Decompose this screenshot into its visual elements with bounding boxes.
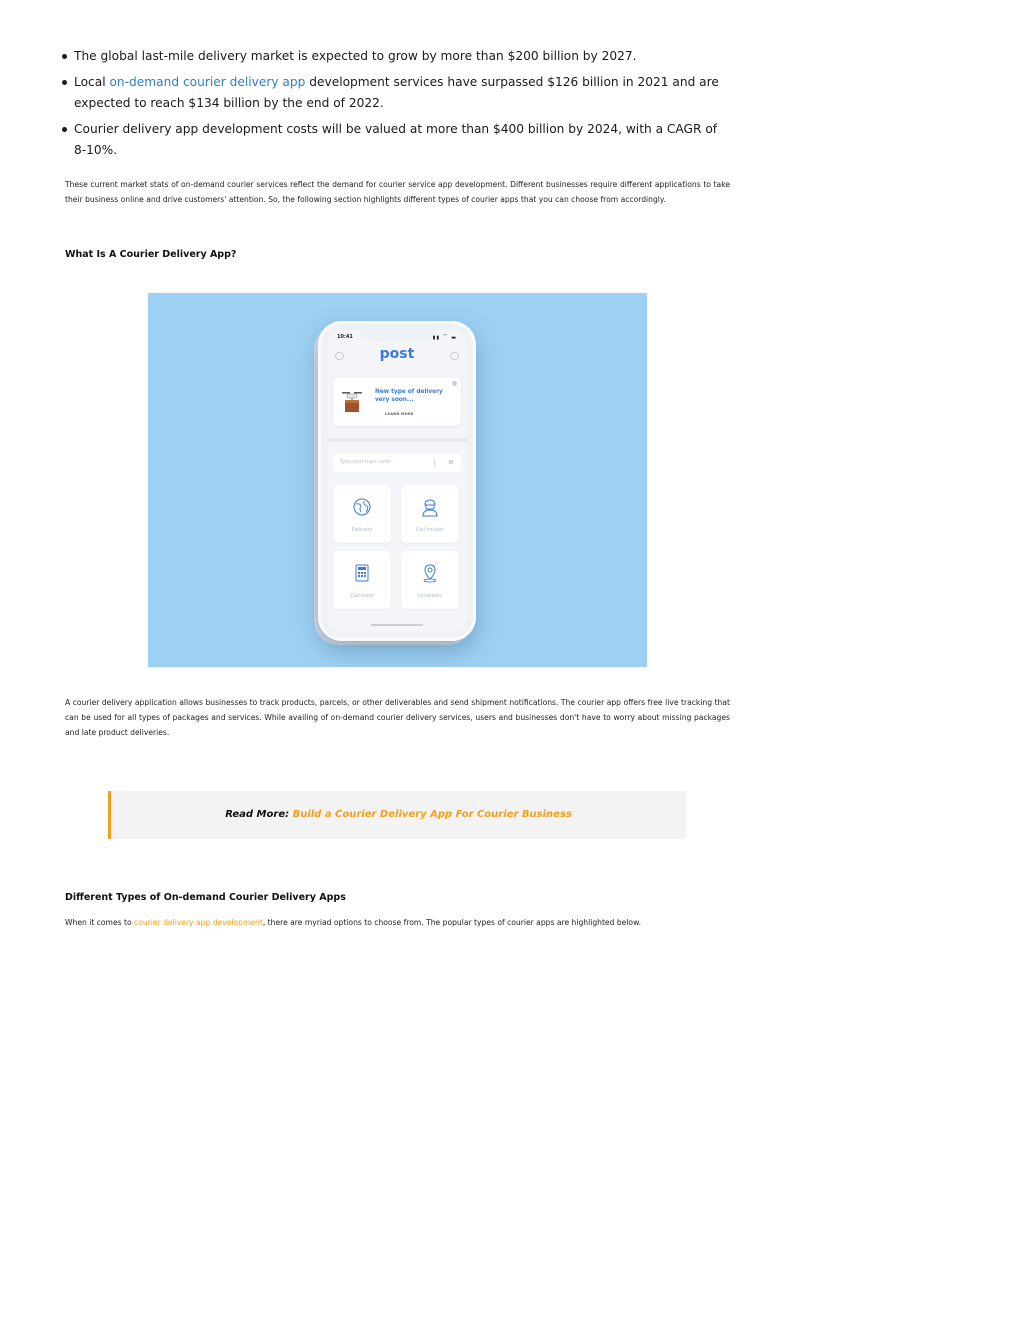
- settings-icon: ◯: [450, 351, 459, 360]
- list-item: [62, 72, 732, 114]
- tile-label: Locations: [418, 593, 442, 599]
- tile-locations[interactable]: [401, 551, 459, 609]
- what-is-heading: What Is A Courier Delivery App?: [65, 249, 237, 260]
- status-time: 10:41: [337, 334, 353, 340]
- divider: [327, 438, 467, 442]
- barcode-scan-icon[interactable]: ≡: [448, 458, 454, 466]
- status-icons: ▮▮ ⌒ ▬: [432, 335, 457, 341]
- tile-label: Delivery: [351, 527, 373, 533]
- drone-icon: [341, 390, 363, 414]
- learn-more-link[interactable]: LEARN MORE: [385, 412, 414, 416]
- globe-icon: [352, 497, 372, 517]
- read-more-box: [108, 791, 686, 839]
- intro-paragraph: These current market stats of on-demand courier services reflect the demand for courier service app development. Different businesses require different applications to take their business online and drive customers' attention. So, the following section highlights different types of courier apps that you can choose from accordingly.: [65, 180, 730, 204]
- phone-screen: [327, 330, 467, 632]
- bullet-dot: [62, 80, 67, 85]
- track-placeholder: Type your track code: [340, 460, 391, 465]
- types-heading: Different Types of On-demand Courier Delivery Apps: [65, 892, 346, 903]
- courier-icon: [420, 497, 440, 517]
- list-item-text: The global last-mile delivery market is expected to grow by more than $200 billion by 2027.: [74, 49, 637, 63]
- tile-label: Call courier: [415, 527, 445, 533]
- read-more-link[interactable]: Build a Courier Delivery App For Courier Business: [292, 809, 572, 820]
- divider: [434, 458, 435, 468]
- phone-notch: [359, 330, 435, 341]
- types-paragraph: [65, 915, 730, 930]
- tile-call-courier[interactable]: [401, 485, 459, 543]
- tile-label: Calculate: [350, 593, 374, 599]
- list-item-text-post: development services have surpassed $126 billion in 2021 and are expected to reach $134 billion by the end of 2022.: [74, 75, 719, 110]
- types-text-pre: When it comes to: [65, 918, 135, 927]
- courier-app-illustration: [148, 293, 647, 667]
- list-item: [62, 119, 732, 161]
- what-paragraph: A courier delivery application allows businesses to track products, parcels, or other deliverables and send shipment notifications. The courier app offers free live tracking that can be used for all types of packages and services. While availing of on-demand courier delivery services, users and businesses don't have to worry about missing packages and late product deliveries.: [65, 698, 730, 737]
- bullet-dot: [62, 54, 67, 59]
- list-item-text-pre: Local: [74, 75, 110, 89]
- app-logo: post: [379, 346, 415, 362]
- track-code-input[interactable]: [333, 454, 461, 472]
- tile-calculate[interactable]: [333, 551, 391, 609]
- courier-app-development-link[interactable]: courier delivery app development: [134, 918, 263, 927]
- tile-delivery[interactable]: [333, 485, 391, 543]
- read-more-label: Read More:: [225, 809, 290, 820]
- location-pin-icon: [420, 563, 440, 583]
- phone-mockup: [318, 321, 476, 641]
- list-item: [62, 46, 732, 67]
- calculator-icon: [352, 563, 372, 583]
- promo-title: New type of delivery very soon...: [375, 389, 443, 403]
- list-item-text: Courier delivery app development costs will be valued at more than $400 billion by 2024, with a CAGR of 8-10%.: [74, 122, 718, 157]
- app-header: [327, 344, 467, 366]
- on-demand-courier-app-link[interactable]: on-demand courier delivery app: [109, 75, 306, 89]
- home-indicator: [371, 624, 423, 626]
- bullet-dot: [62, 127, 67, 132]
- stats-list: [62, 46, 732, 166]
- close-icon: [452, 381, 457, 386]
- types-text-post: , there are myriad options to choose from. The popular types of courier apps are highlighted below.: [262, 918, 642, 927]
- bell-icon: ◯: [335, 351, 344, 360]
- promo-card: [333, 378, 461, 426]
